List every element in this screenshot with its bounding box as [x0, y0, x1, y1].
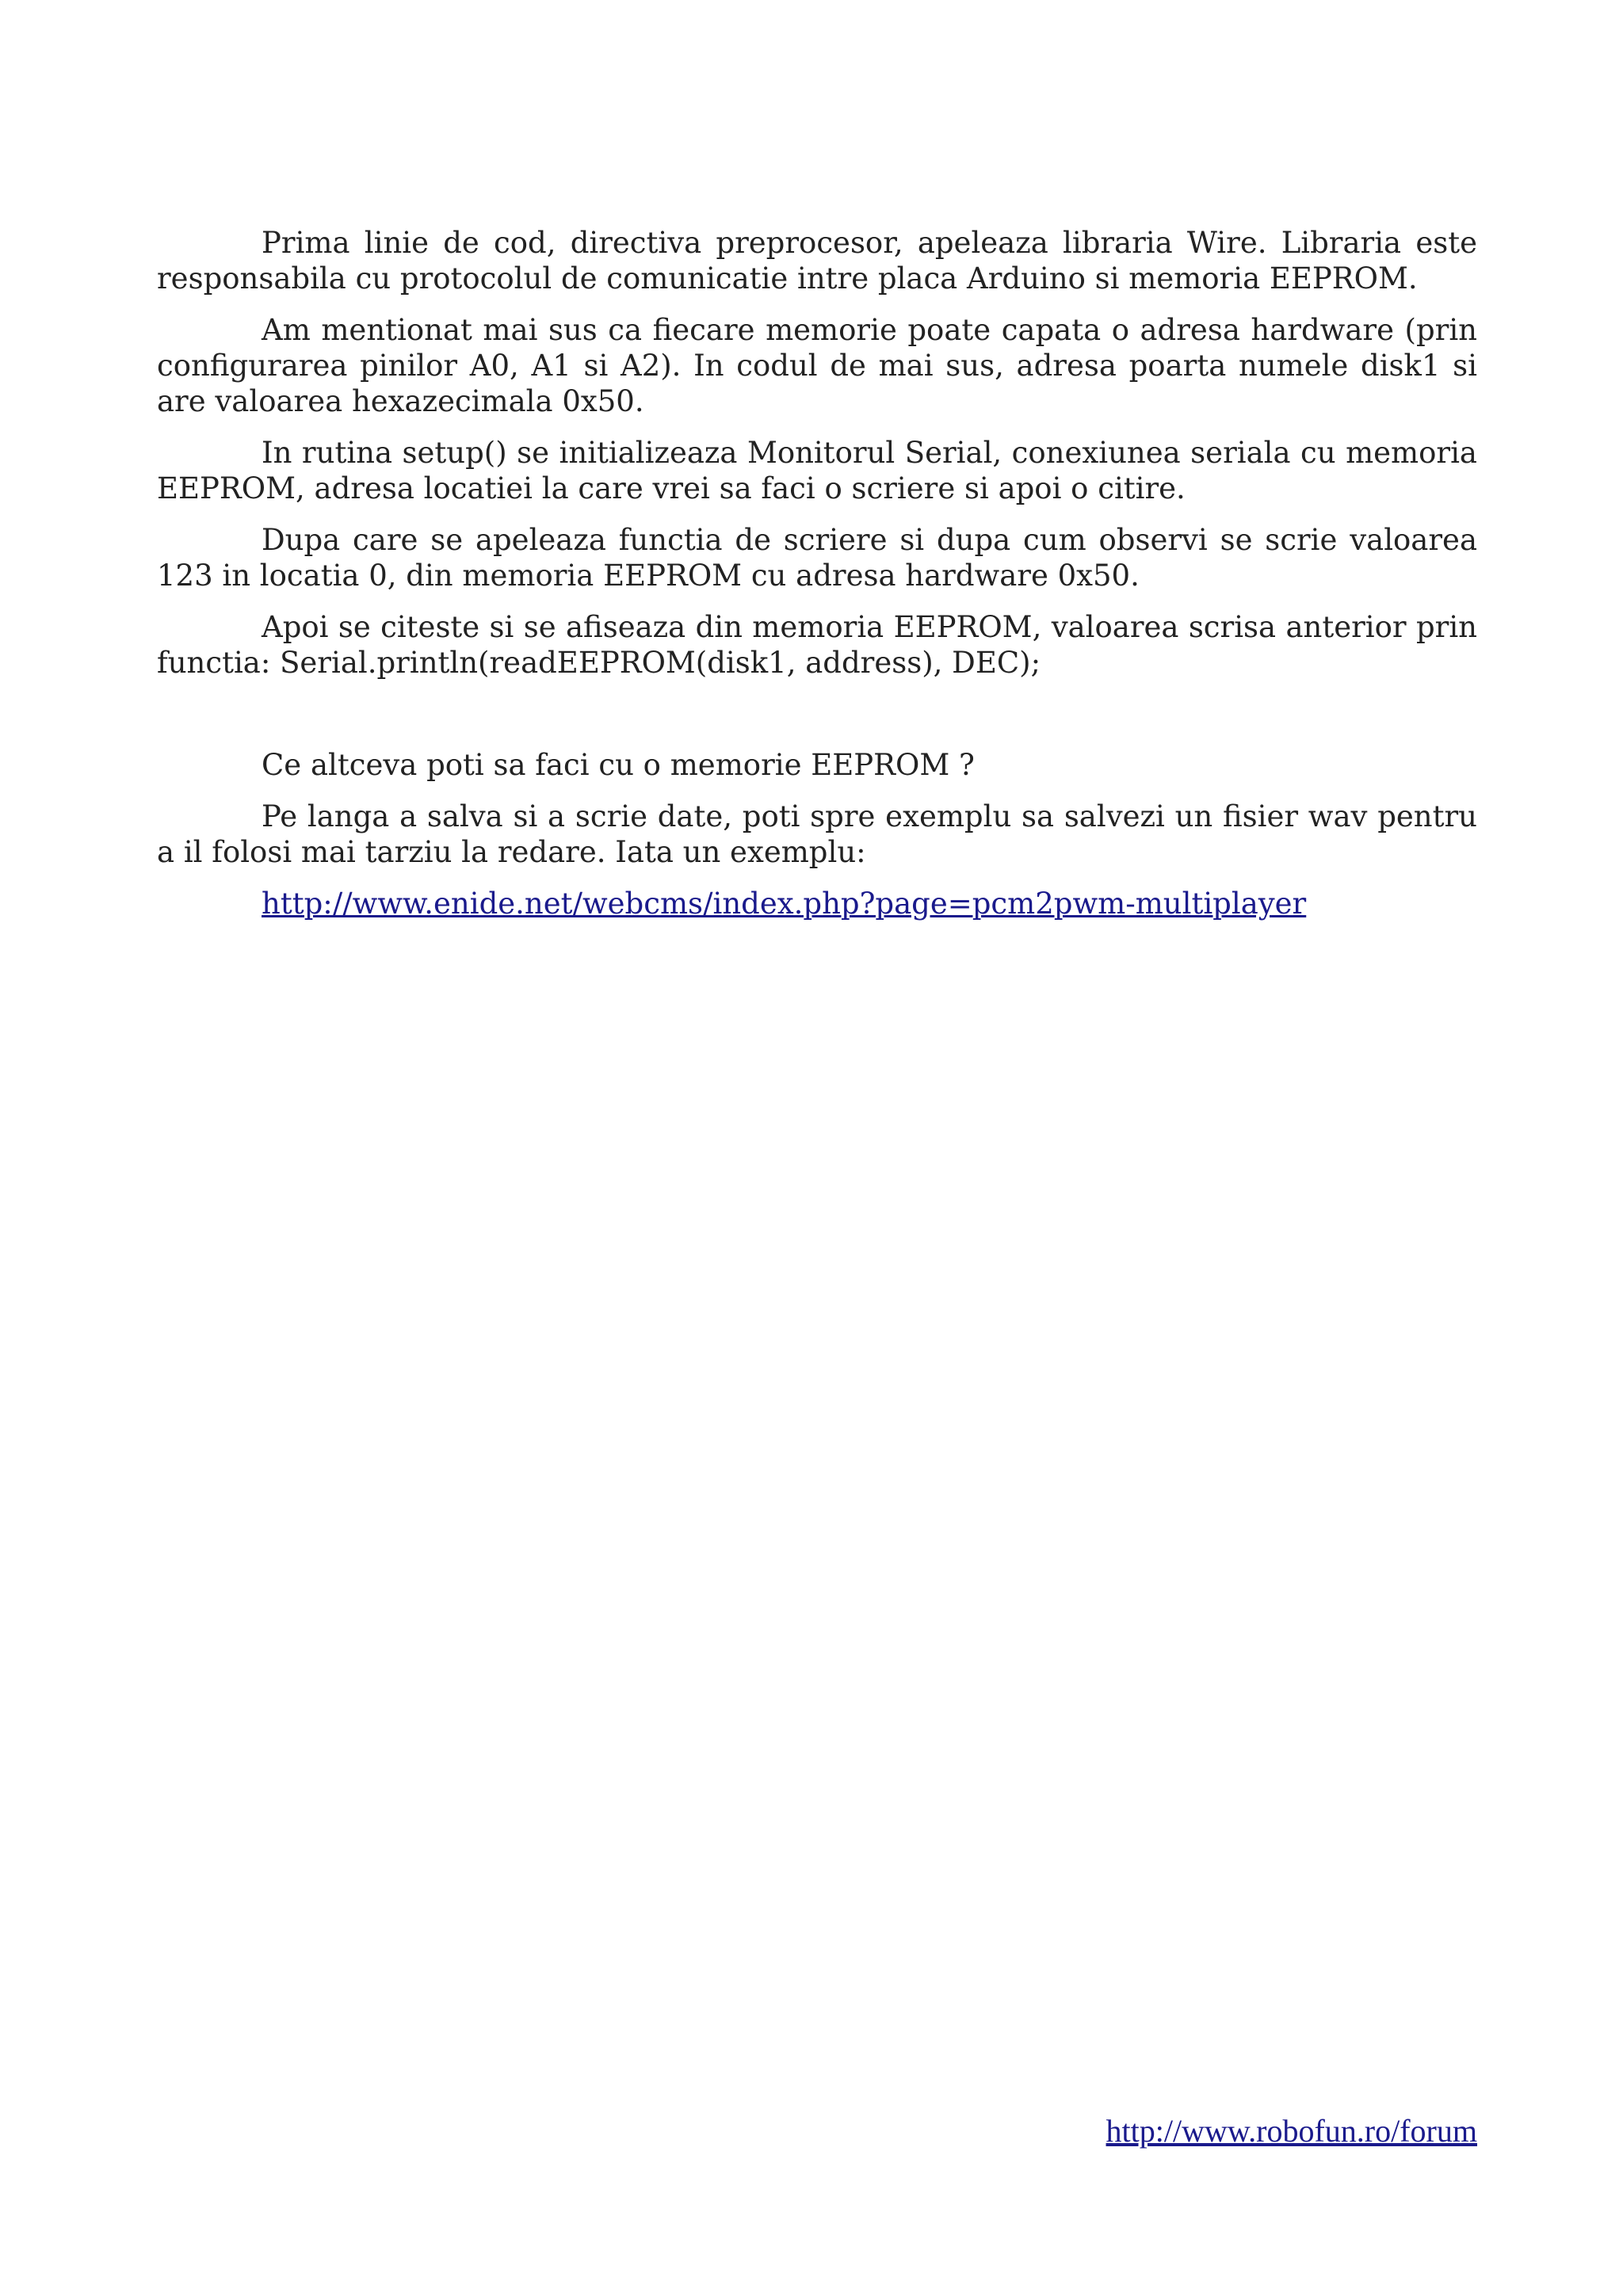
paragraph-setup-routine: In rutina setup() se initializeaza Monitorul Serial, conexiunea seriala cu memoria EEPROM, adresa locatiei la care vrei sa faci o scriere si apoi o citire.	[157, 436, 1477, 505]
paragraph-hardware-address: Am mentionat mai sus ca fiecare memorie poate capata o adresa hardware (prin configurarea pinilor A0, A1 si A2). In codul de mai sus, adresa poarta numele disk1 si are valoarea hexazecimala 0x50.	[157, 313, 1477, 418]
section-spacer	[157, 696, 1477, 747]
paragraph-wav-example: Pe langa a salva si a scrie date, poti spre exemplu sa salvezi un fisier wav pentru a il folosi mai tarziu la redare. Iata un exemplu:	[157, 799, 1477, 869]
paragraph-read-function: Apoi se citeste si se afiseaza din memoria EEPROM, valoarea scrisa anterior prin functia: Serial.println(readEEPROM(disk1, address), DEC);	[157, 610, 1477, 680]
section-question: Ce altceva poti sa faci cu o memorie EEPROM ?	[262, 748, 975, 782]
paragraph-write-function: Dupa care se apeleaza functia de scriere si dupa cum observi se scrie valoarea 123 in locatia 0, din memoria EEPROM cu adresa hardware 0x50.	[157, 523, 1477, 593]
example-link[interactable]: http://www.enide.net/webcms/index.php?page=pcm2pwm-multiplayer	[262, 887, 1307, 921]
example-link-line	[157, 886, 1477, 921]
document-body	[157, 225, 1477, 921]
paragraph-wire-library: Prima linie de cod, directiva preprocesor, apeleaza libraria Wire. Libraria este responsabila cu protocolul de comunicatie intre placa Arduino si memoria EEPROM.	[157, 226, 1477, 296]
footer-forum-link[interactable]: http://www.robofun.ro/forum	[1106, 2113, 1477, 2149]
